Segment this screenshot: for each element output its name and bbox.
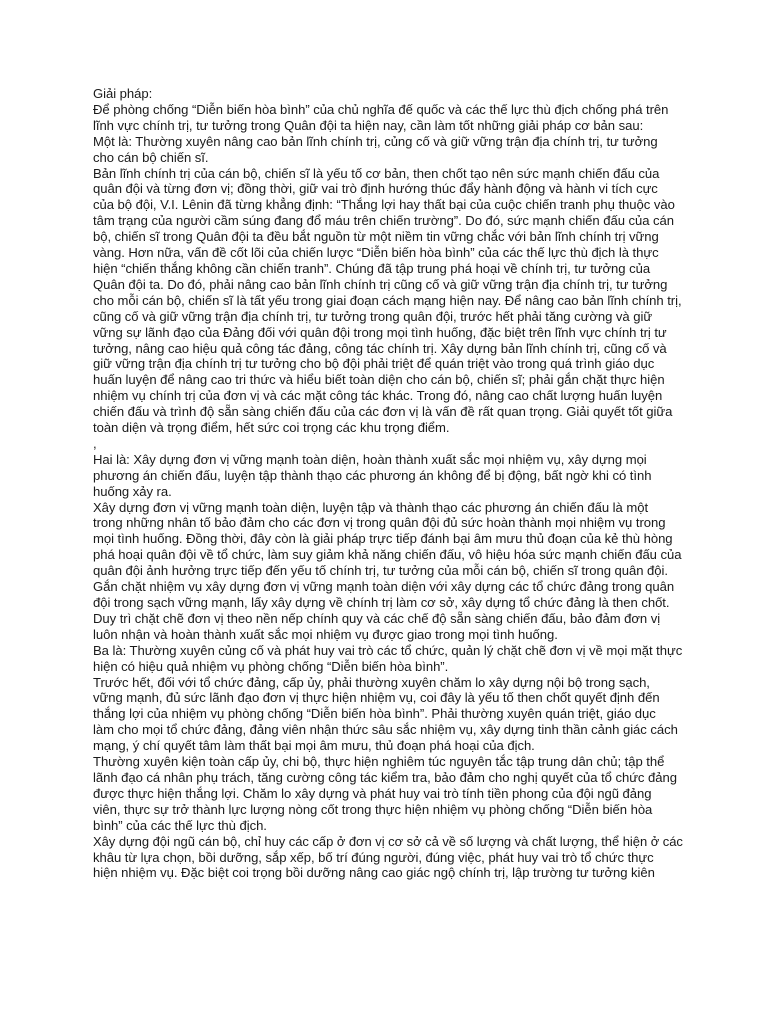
- paragraph-line: trong những nhân tố bảo đảm cho các đơn vị trong quân đội đủ sức hoàn thành mọi nhiệm vụ trong: [93, 515, 666, 531]
- stray-comma: ,: [93, 435, 97, 451]
- paragraph-line: Gắn chặt nhiệm vụ xây dựng đơn vị vững mạnh toàn diện với xây dựng các tổ chức đảng trong quân: [93, 579, 675, 595]
- heading-giai-phap: Giải pháp:: [93, 86, 153, 101]
- paragraph-line: huấn luyện để nâng cao tri thức và hiểu biết toàn diện cho cán bộ, chiến sĩ; phải gắn chặt thực hiện: [93, 372, 665, 388]
- paragraph-line: khâu từ lựa chọn, bồi dưỡng, sắp xếp, bố trí đúng người, đúng việc, phát huy vai trò tổ chức thực: [93, 849, 654, 865]
- paragraph-line: mọi tình huống. Đồng thời, đây còn là giải pháp trực tiếp đánh bại âm mưu thủ đoạn của kẻ thù hòng: [93, 531, 673, 547]
- paragraph-line: tưởng, nâng cao hiệu quả công tác đảng, công tác chính trị. Xây dựng bản lĩnh chính trị, cũng cố và: [93, 340, 667, 356]
- section-three-heading: Ba là: Thường xuyên củng cố và phát huy vai trò các tổ chức, quản lý chặt chẽ đơn vị về mọi mặt thực: [93, 642, 683, 658]
- paragraph-line: chiến đấu và trình độ sẵn sàng chiến đấu của các đơn vị là vấn đề rất quan trọng. Giải quyết tốt giữa: [93, 404, 673, 420]
- section-two-heading: phương án chiến đấu, luyện tập thành thạo các phương án không để bị động, bất ngờ khi có tình: [93, 467, 652, 483]
- paragraph-line: thắng lợi của nhiệm vụ phòng chống “Diễn biến hòa bình”. Phải thường xuyên quán triệt, giáo dục: [93, 706, 656, 722]
- section-one-heading: Một là: Thường xuyên nâng cao bản lĩnh chính trị, củng cố và giữ vững trận địa chính trị, tư tưởng: [93, 133, 658, 149]
- paragraph-line: tâm trạng của người cầm súng đang đổ máu trên chiến trường”. Do đó, sức mạnh chiến đấu của cán: [93, 213, 675, 229]
- paragraph-line: được thực hiện thắng lợi. Chăm lo xây dựng và phát huy vai trò tính tiền phong của đội ngũ đảng: [93, 785, 652, 801]
- paragraph-line: Xây dựng đội ngũ cán bộ, chỉ huy các cấp ở đơn vị cơ sở cả về số lượng và chất lượng, thể hiện ở các: [93, 833, 683, 849]
- paragraph-line: Duy trì chặt chẽ đơn vị theo nền nếp chính quy và các chế độ sẵn sàng chiến đấu, bảo đảm đơn vị: [93, 610, 661, 626]
- paragraph-line: vàng. Hơn nữa, vấn đề cốt lõi của chiến lược “Diễn biến hòa bình” của các thế lực thù địch là thực: [93, 245, 659, 261]
- paragraph-line: hiện nhiệm vụ. Đặc biệt coi trọng bồi dưỡng nâng cao giác ngộ chính trị, lập trường tư tưởng kiên: [93, 865, 655, 881]
- document-page: [93, 86, 683, 881]
- paragraph-line: vững mạnh, đủ sức lãnh đạo đơn vị thực hiện nhiệm vụ, coi đây là yếu tố then chốt quyết định đến: [93, 690, 660, 706]
- paragraph-line: bộ, chiến sĩ trong Quân đội ta đều bắt nguồn từ một niềm tin vững chắc với bản lĩnh chính trị vững: [93, 229, 659, 245]
- paragraph-line: của bộ đội, V.I. Lênin đã từng khẳng định: “Thắng lợi hay thất bại của cuộc chiến tranh phụ thuộc vào: [93, 197, 675, 213]
- paragraph-line: phá hoại quân đội về tổ chức, làm suy giảm khả năng chiến đấu, vô hiệu hóa sức mạnh chiến đấu của: [93, 547, 682, 563]
- paragraph-line: Trước hết, đối với tổ chức đảng, cấp ủy, phải thường xuyên chăm lo xây dựng nội bộ trong sạch,: [93, 674, 650, 690]
- paragraph-line: luôn nhận và hoàn thành xuất sắc mọi nhiệm vụ được giao trong mọi tình huống.: [93, 626, 558, 642]
- paragraph-line: làm cho mọi tổ chức đảng, đảng viên nhận thức sâu sắc nhiệm vụ, xây dựng tinh thần cảnh giác cách: [93, 722, 678, 738]
- paragraph-line: quân đội ảnh hưởng trực tiếp đến yếu tố chính trị, tư tưởng của mỗi cán bộ, chiến sĩ trong quân đội.: [93, 563, 668, 579]
- section-two-heading: huống xảy ra.: [93, 483, 172, 499]
- intro-line: lĩnh vực chính trị, tư tưởng trong Quân đội ta hiện nay, cần làm tốt những giải pháp cơ bản sau:: [93, 117, 644, 133]
- paragraph-line: toàn diện và trọng điểm, hết sức coi trọng các khu trọng điểm.: [93, 420, 450, 436]
- paragraph-line: Thường xuyên kiện toàn cấp ủy, chi bộ, thực hiện nghiêm túc nguyên tắc tập trung dân chủ; tập thể: [93, 754, 665, 770]
- paragraph-line: cũng cố và giữ vững trận địa chính trị, tư tưởng trong quân đội, trước hết phải tăng cường và giữ: [93, 308, 653, 324]
- paragraph-line: đội trong sạch vững mạnh, lấy xây dựng về chính trị làm cơ sở, xây dựng tổ chức đảng là then chốt.: [93, 595, 670, 610]
- section-three-heading: hiện có hiệu quả nhiệm vụ phòng chống “Diễn biến hòa bình”.: [93, 658, 449, 674]
- paragraph-line: bình” của các thế lực thù địch.: [93, 817, 267, 833]
- paragraph-line: nhiệm vụ chính trị của đơn vị và các mặt công tác khác. Trong đó, nâng cao chất lượng huấn luyện: [93, 388, 663, 404]
- paragraph-line: Quân đội ta. Do đó, phải nâng cao bản lĩnh chính trị cũng cố và giữ vững trận địa chính trị, tư tưởng: [93, 276, 668, 292]
- paragraph-line: vững sự lãnh đạo của Đảng đối với quân đội trong mọi tình huống, đặc biệt trên lĩnh vực chính trị tư: [93, 324, 667, 340]
- section-two-heading: Hai là: Xây dựng đơn vị vững mạnh toàn diện, hoàn thành xuất sắc mọi nhiệm vụ, xây dựng mọi: [93, 451, 647, 467]
- section-one-heading: cho cán bộ chiến sĩ.: [93, 149, 209, 165]
- paragraph-line: Xây dựng đơn vị vững mạnh toàn diện, luyện tập và thành thạo các phương án chiến đấu là một: [93, 499, 649, 515]
- paragraph-line: viên, thực sự trở thành lực lượng nòng cốt trong thực hiện nhiệm vụ phòng chống “Diễn biến hòa: [93, 801, 653, 817]
- paragraph-line: mạng, ý chí quyết tâm làm thất bại mọi âm mưu, thủ đoạn phá hoại của địch.: [93, 738, 535, 754]
- paragraph-line: quân đội và từng đơn vị; đồng thời, giữ vai trò định hướng thúc đẩy hành động và hành vi tích cực: [93, 181, 658, 197]
- paragraph-line: hiện “chiến thắng không cần chiến tranh”. Chúng đã tập trung phá hoại về chính trị, tư tưởng của: [93, 260, 651, 276]
- paragraph-line: lãnh đạo cá nhân phụ trách, tăng cường công tác kiểm tra, bảo đảm cho nghị quyết của tổ chức đảng: [93, 769, 677, 785]
- paragraph-line: cho mỗi cán bộ, chiến sĩ là tất yếu trong giai đoạn cách mạng hiện nay. Để nâng cao bản lĩnh chính trị,: [93, 292, 682, 308]
- intro-line: Để phòng chống “Diễn biến hòa bình” của chủ nghĩa đế quốc và các thế lực thù địch chống phá trên: [93, 101, 669, 117]
- paragraph-line: Bản lĩnh chính trị của cán bộ, chiến sĩ là yếu tố cơ bản, then chốt tạo nên sức mạnh chiến đấu của: [93, 165, 660, 181]
- paragraph-line: giữ vững trận địa chính trị tư tưởng cho bộ đội phải triệt để quán triệt vào trong quá trình giáo dục: [93, 356, 655, 372]
